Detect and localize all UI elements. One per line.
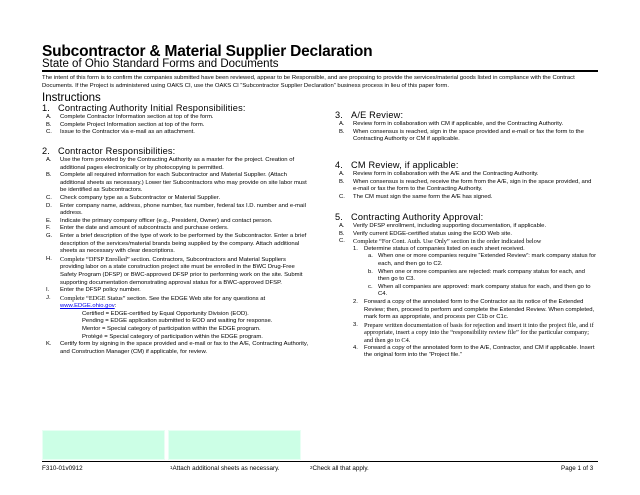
list-item: C. Check company type as a Subcontractor or Material Supplier. xyxy=(46,194,221,201)
instructions-heading: Instructions xyxy=(42,92,101,104)
section-title: 2. Contractor Responsibilities: xyxy=(42,146,176,156)
list-item: C. Complete “For Cont. Auth. Use Only” section in the order indicated below xyxy=(339,238,542,246)
list-item: C. Issue to the Contractor via e-mail as an attachment. xyxy=(46,129,195,136)
section-title: 1. Contracting Authority Initial Responsibilities: xyxy=(42,103,246,113)
list-item: A. Complete Contractor Information section at top of the form. xyxy=(46,114,214,120)
list-item: F. Enter the date and amount of subcontracts and purchase orders. xyxy=(46,225,229,232)
list-item: A. Verify DFSP enrollment, including supporting documentation, if applicable. xyxy=(339,223,547,229)
section-title: 4. CM Review, if applicable: xyxy=(335,160,459,170)
list-item: B. Verify current EDGE-certified status using the EOD Web site. xyxy=(339,230,513,237)
page-number: Page 1 of 3 xyxy=(561,465,594,472)
list-item: D. Enter company name, address, phone number, fax number, federal tax I.D. number and e-mail address. xyxy=(46,202,306,217)
form-field-box[interactable] xyxy=(168,430,301,460)
edge-definition: Mentor = Special category of participation within the EDGE program. xyxy=(82,326,261,333)
section-contracting-authority-initial xyxy=(42,103,310,137)
step-item: 1. Determine status of companies listed on each sheet received. xyxy=(353,245,525,252)
substep-item: b. When one or more companies are rejected: mark company status for each, and then go to C3. xyxy=(368,268,585,283)
step-item: 4. Forward a copy of the annotated form to the A/E, Contractor, and CM if applicable. Insert the original form into the “Project file.” xyxy=(353,344,595,359)
list-item: B. Complete all required information for each Subcontractor and Material Supplier. (Attach additional sheets as necessary.) Lower tier Subcontractors who may provide on site labor must be identified as Subcontractors. xyxy=(46,172,307,194)
list-item: B. When consensus is reached, receive the form from the A/E, sign in the space provided, and e-mail or fax the form to the Contracting Authority. xyxy=(339,178,592,193)
section-contracting-authority-approval xyxy=(335,212,598,360)
section-ae-review xyxy=(335,110,598,144)
list-item: J. Complete “EDGE Status” section. See the EDGE Web site for any questions at www.EDGE.ohio.gov: xyxy=(46,294,266,310)
substep-item: a. When one or more companies require “Extended Review”: mark company status for each, and then go to C2. xyxy=(368,253,597,267)
list-item: G. Enter a brief description of the type of work to be performed by the Subcontractor. Enter a brief description of the services/material brands being supplied by the company. Attach additional sheets as necessary with clear descriptions. xyxy=(46,232,307,255)
intro-paragraph: The intent of this form is to confirm the companies submitted have been reviewed, appear to be Responsible, and are proposing to provide the services/material goods listed in compliance with the Contract Documents. If the Project is administered using OAKS CI, use the OAKS CI “Subcontractor Supplier Declaration” business process in lieu of this paper form. xyxy=(42,75,575,89)
list-item: A. Review form in collaboration with CM if applicable, and the Contracting Authority. xyxy=(339,121,564,127)
edge-definition: Pending = EDGE application submitted to EOD and waiting for response. xyxy=(82,318,273,325)
list-item: B. Complete Project Information section at top of the form. xyxy=(46,121,205,128)
footer-rule xyxy=(42,461,598,462)
edge-definition: Certified = EDGE-certified by Equal Opportunity Division (EOD). xyxy=(82,310,249,317)
step-item: 2. Forward a copy of the annotated form to the Contractor as its notice of the Extended Review; then, proceed to perform and complete the Extended Review. When completed, mark form as appropriate, and process per C1b or C1c. xyxy=(353,298,595,321)
edge-definition: Protégé = Special category of participation within the EDGE program. xyxy=(82,333,263,340)
section-contractor-responsibilities xyxy=(42,146,310,356)
substep-item: c. When all companies are approved: mark company status for each, and then go to C4. xyxy=(368,283,591,298)
document-title: Subcontractor & Material Supplier Declaration xyxy=(42,43,373,60)
header-rule xyxy=(42,70,598,72)
list-item: H. Complete “DFSP Enrolled” section. Contractors, Subcontractors and Material Suppliers providing labor on a state construction project site must be enrolled in the BWC Drug-Free Safety Program (DFSP) or BWC-approved DFSP prior to performing work on the site. Submit supporting documentation demonstrating approval status for a BWC-approved DFSP. xyxy=(46,255,303,286)
section-title: 5. Contracting Authority Approval: xyxy=(335,212,484,222)
section-title: 3. A/E Review: xyxy=(335,110,404,120)
list-item: E. Indicate the primary company officer (e.g., President, Owner) and contact person. xyxy=(46,217,273,224)
document-subtitle: State of Ohio Standard Forms and Documents xyxy=(42,58,279,70)
footnote-attach: $^1$Attach additional sheets as necessary. xyxy=(170,465,280,472)
step-item: 3. Prepare written documentation of basis for rejection and insert it into the project file, and if appropriate, insert a copy into the “responsibility review file” for the particular company; and then go to C4. xyxy=(353,321,594,344)
form-id: F310-01v0912 xyxy=(42,465,83,472)
footnote-check: $^2$Check all that apply. xyxy=(310,465,369,472)
list-item: K. Certify form by signing in the space provided and e-mail or fax to the A/E, Contracting Authority, and Construction Manager (CM) if applicable, for review. xyxy=(46,341,309,355)
list-item: B. When consensus is reached, sign in the space provided and e-mail or fax the form to the Contracting Authority or CM if applicable. xyxy=(339,128,584,143)
edge-website-link[interactable]: www.EDGE.ohio.gov xyxy=(60,303,115,310)
form-field-box[interactable] xyxy=(42,430,165,460)
list-item: I. Enter the DFSP policy number. xyxy=(46,287,141,294)
list-item: A. Review form in collaboration with the A/E and the Contracting Authority. xyxy=(339,171,539,177)
list-item: A. Use the form provided by the Contracting Authority as a master for the project. Creation of additional pages electronically or by photocopying is permitted. xyxy=(46,157,295,171)
list-item: C. The CM must sign the same form the A/E has signed. xyxy=(339,193,493,200)
section-cm-review xyxy=(335,160,598,201)
